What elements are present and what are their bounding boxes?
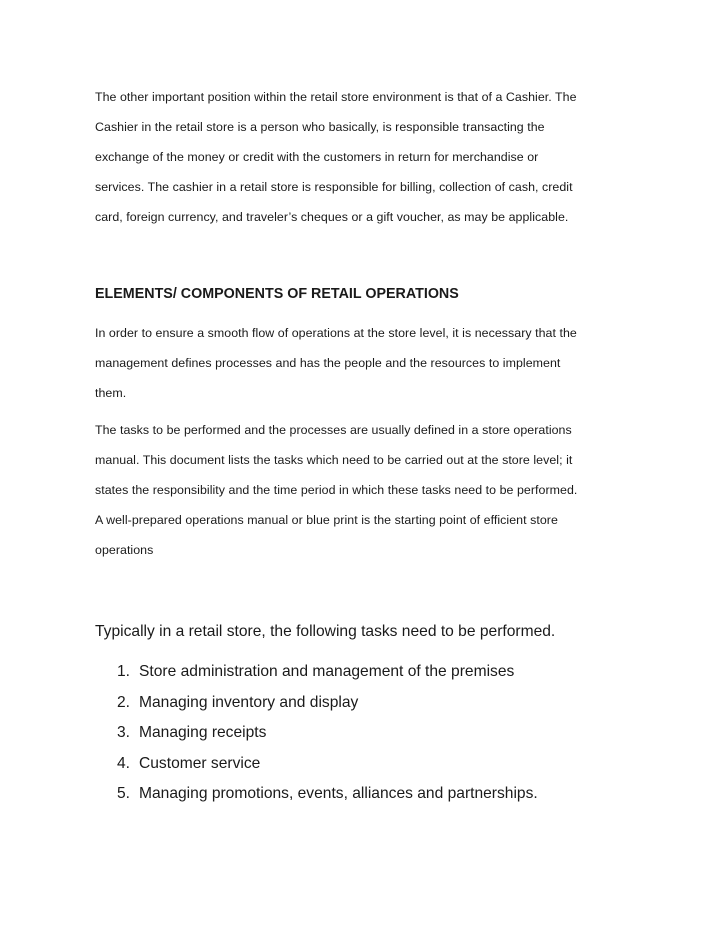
task-list <box>95 657 628 810</box>
list-number: 1. <box>117 663 131 680</box>
list-text: Customer service <box>139 754 261 772</box>
list-number: 2. <box>117 693 131 711</box>
text-line: exchange of the money or credit with the customers in return for merchandise or <box>95 150 539 164</box>
text-line: In order to ensure a smooth flow of operations at the store level, it is necessary that the <box>95 326 577 340</box>
text-line: services. The cashier in a retail store is responsible for billing, collection of cash, credit <box>95 180 573 194</box>
list-item <box>95 718 628 749</box>
list-number: 3. <box>117 724 131 741</box>
text-line: manual. This document lists the tasks which need to be carried out at the store level; it <box>95 453 573 467</box>
list-text: Managing inventory and display <box>139 693 359 711</box>
text-line: The tasks to be performed and the processes are usually defined in a store operations <box>95 423 572 437</box>
text-line: card, foreign currency, and traveler’s cheques or a gift voucher, as may be applicable. <box>95 210 569 224</box>
text-line: Cashier in the retail store is a person who basically, is responsible transacting the <box>95 120 545 134</box>
list-text: Managing receipts <box>139 724 267 741</box>
list-text: Managing promotions, events, alliances and partnerships. <box>139 785 538 802</box>
section-heading: ELEMENTS/ COMPONENTS OF RETAIL OPERATIONS <box>95 286 459 302</box>
list-text: Store administration and management of the premises <box>139 663 515 680</box>
list-item <box>95 657 628 688</box>
list-number: 4. <box>117 754 131 772</box>
paragraph-cashier <box>95 82 628 232</box>
list-item <box>95 749 628 780</box>
text-line: management defines processes and has the people and the resources to implement <box>95 356 561 370</box>
text-line: A well-prepared operations manual or blue print is the starting point of efficient store <box>95 513 558 527</box>
list-number: 5. <box>117 785 131 802</box>
paragraph-flow <box>95 318 628 408</box>
text-line: states the responsibility and the time period in which these tasks need to be performed. <box>95 483 578 497</box>
tasks-intro: Typically in a retail store, the following tasks need to be performed. <box>95 623 556 640</box>
text-line: operations <box>95 543 154 557</box>
text-line: them. <box>95 386 127 400</box>
list-item <box>95 779 628 810</box>
text-line: The other important position within the retail store environment is that of a Cashier. The <box>95 90 577 104</box>
paragraph-manual <box>95 415 628 565</box>
list-item <box>95 688 628 719</box>
